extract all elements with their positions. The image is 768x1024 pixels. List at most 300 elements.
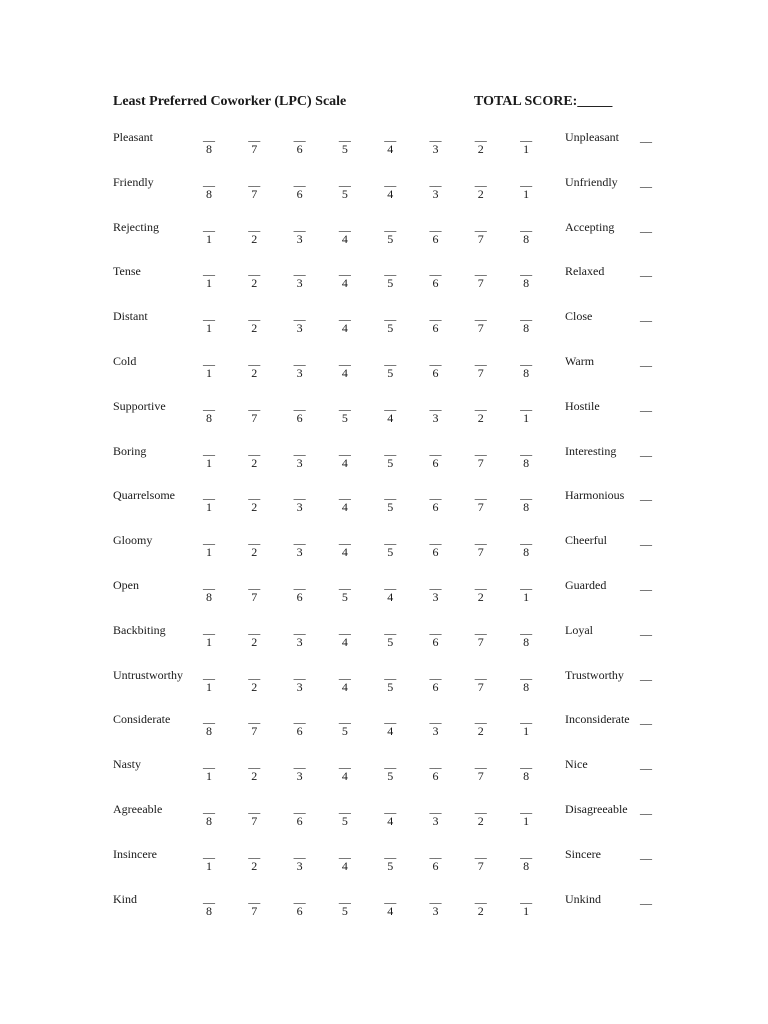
item-score-blank[interactable]: __: [640, 219, 652, 234]
rating-option[interactable]: [335, 712, 355, 738]
rating-option[interactable]: [471, 488, 491, 514]
rating-option[interactable]: [335, 668, 355, 694]
rating-blank: __: [384, 442, 397, 457]
rating-number: 3: [296, 769, 303, 784]
rating-option[interactable]: [471, 892, 491, 918]
rating-option[interactable]: [199, 488, 219, 514]
rating-option[interactable]: [244, 847, 264, 873]
item-score-blank[interactable]: __: [640, 578, 652, 592]
rating-option[interactable]: [244, 220, 264, 246]
rating-option[interactable]: [335, 488, 355, 514]
right-adjective: Cheerful: [565, 533, 607, 548]
rating-number: 7: [477, 231, 484, 246]
rating-option[interactable]: [426, 712, 446, 738]
rating-number: 1: [523, 724, 530, 739]
rating-blank: __: [338, 353, 351, 367]
scale-row: [0, 488, 768, 528]
rating-blank: __: [203, 532, 215, 547]
rating-option[interactable]: [199, 533, 219, 559]
right-adjective: Unfriendly: [565, 174, 618, 189]
rating-option[interactable]: [244, 623, 264, 649]
rating-option[interactable]: [335, 802, 355, 828]
rating-blank: __: [338, 487, 351, 502]
rating-blank: __: [520, 263, 533, 278]
rating-option[interactable]: [244, 264, 264, 290]
rating-blank: __: [474, 666, 487, 681]
rating-blank: __: [203, 756, 215, 771]
rating-option[interactable]: [335, 892, 355, 918]
rating-option[interactable]: [335, 175, 355, 201]
rating-option[interactable]: [290, 399, 310, 425]
item-score-blank[interactable]: __: [640, 533, 652, 548]
rating-number: 7: [477, 634, 484, 649]
rating-number: 2: [251, 276, 258, 291]
rating-number: 1: [206, 858, 212, 873]
rating-option[interactable]: [335, 444, 355, 470]
rating-blank: __: [520, 397, 533, 412]
right-adjective: Loyal: [565, 622, 593, 637]
rating-option[interactable]: [244, 130, 264, 156]
rating-blank: __: [293, 263, 306, 278]
rating-blank: __: [338, 173, 351, 188]
rating-blank: __: [429, 532, 442, 547]
rating-option[interactable]: [290, 264, 310, 290]
item-score-blank[interactable]: __: [640, 891, 652, 906]
rating-option[interactable]: [516, 220, 536, 246]
rating-option[interactable]: [199, 444, 219, 470]
rating-option[interactable]: [244, 175, 264, 201]
rating-option[interactable]: [471, 220, 491, 246]
rating-blank: __: [384, 890, 397, 905]
rating-option[interactable]: [335, 309, 355, 335]
rating-blank: __: [429, 129, 442, 143]
rating-blank: __: [248, 263, 261, 278]
rating-option[interactable]: [290, 757, 310, 783]
rating-blank: __: [474, 577, 487, 591]
left-adjective: Nasty: [113, 757, 141, 772]
rating-blank: __: [474, 801, 487, 815]
item-score-blank[interactable]: __: [640, 130, 652, 144]
rating-option[interactable]: [335, 578, 355, 604]
rating-option[interactable]: [290, 309, 310, 335]
rating-option[interactable]: [290, 668, 310, 694]
rating-blank: __: [520, 173, 533, 188]
rating-option[interactable]: [426, 444, 446, 470]
rating-blank: __: [203, 487, 215, 502]
rating-option[interactable]: [426, 175, 446, 201]
rating-number: 7: [477, 321, 484, 336]
rating-option[interactable]: [335, 399, 355, 425]
rating-blank: __: [338, 756, 351, 771]
rating-number: 4: [387, 410, 394, 425]
right-adjective: Inconsiderate: [565, 712, 630, 727]
rating-blank: __: [248, 129, 261, 143]
rating-option[interactable]: [471, 712, 491, 738]
rating-number: 1: [523, 814, 530, 828]
item-score-blank[interactable]: __: [640, 174, 652, 189]
rating-option[interactable]: [471, 309, 491, 335]
left-adjective: Distant: [113, 309, 148, 324]
rating-number: 6: [296, 410, 303, 425]
rating-option[interactable]: [290, 175, 310, 201]
left-adjective: Friendly: [113, 174, 154, 189]
rating-blank: __: [429, 890, 442, 905]
rating-option[interactable]: [426, 578, 446, 604]
rating-blank: __: [429, 801, 442, 815]
rating-number: 6: [296, 724, 303, 739]
rating-option[interactable]: [380, 399, 400, 425]
rating-blank: __: [520, 487, 533, 502]
rating-option[interactable]: [426, 533, 446, 559]
item-score-blank[interactable]: __: [640, 757, 652, 772]
rating-option[interactable]: [471, 623, 491, 649]
scale-row: [0, 220, 768, 260]
rating-option[interactable]: [516, 668, 536, 694]
rating-blank: __: [338, 845, 351, 860]
rating-option[interactable]: [244, 488, 264, 514]
rating-option[interactable]: [426, 264, 446, 290]
rating-number: 8: [206, 142, 212, 156]
rating-number: 6: [432, 366, 439, 380]
rating-option[interactable]: [471, 444, 491, 470]
left-adjective: Considerate: [113, 712, 171, 727]
rating-option[interactable]: [290, 847, 310, 873]
rating-option[interactable]: [426, 354, 446, 380]
rating-blank: __: [248, 711, 261, 726]
rating-blank: __: [520, 756, 533, 771]
rating-option[interactable]: [290, 488, 310, 514]
rating-number: 3: [296, 858, 303, 873]
item-score-blank[interactable]: __: [640, 622, 652, 637]
rating-option[interactable]: [290, 623, 310, 649]
rating-option[interactable]: [471, 354, 491, 380]
rating-number: 8: [523, 366, 530, 380]
rating-option[interactable]: [516, 578, 536, 604]
rating-option[interactable]: [516, 533, 536, 559]
item-score-blank[interactable]: __: [640, 846, 652, 861]
right-adjective: Sincere: [565, 846, 601, 861]
rating-blank: __: [248, 397, 261, 412]
rating-option[interactable]: [380, 175, 400, 201]
rating-option[interactable]: [199, 802, 219, 828]
item-score-blank[interactable]: __: [640, 443, 652, 458]
left-adjective: Tense: [113, 264, 141, 279]
rating-number: 7: [251, 142, 258, 156]
rating-number: 8: [523, 231, 530, 246]
rating-number: 6: [432, 858, 439, 873]
rating-option[interactable]: [199, 712, 219, 738]
rating-blank: __: [338, 308, 351, 323]
rating-option[interactable]: [516, 847, 536, 873]
rating-number: 6: [296, 590, 303, 604]
rating-option[interactable]: [244, 802, 264, 828]
rating-option[interactable]: [516, 354, 536, 380]
rating-option[interactable]: [199, 264, 219, 290]
rating-blank: __: [474, 711, 487, 726]
rating-option[interactable]: [426, 309, 446, 335]
rating-blank: __: [429, 218, 442, 233]
rating-option[interactable]: [290, 712, 310, 738]
rating-blank: __: [384, 218, 397, 233]
scale-row: [0, 623, 768, 663]
left-adjective: Open: [113, 578, 139, 592]
rating-blank: __: [520, 442, 533, 457]
rating-option[interactable]: [380, 623, 400, 649]
rating-blank: __: [429, 621, 442, 636]
rating-option[interactable]: [516, 712, 536, 738]
rating-option[interactable]: [244, 668, 264, 694]
rating-number: 2: [251, 500, 258, 515]
rating-blank: __: [338, 711, 351, 726]
rating-option[interactable]: [471, 264, 491, 290]
rating-blank: __: [474, 308, 487, 323]
rating-number: 2: [251, 769, 258, 784]
rating-option[interactable]: [199, 220, 219, 246]
rating-option[interactable]: [244, 309, 264, 335]
rating-option[interactable]: [516, 399, 536, 425]
rating-number: 2: [477, 590, 484, 604]
item-score-blank[interactable]: __: [640, 309, 652, 324]
rating-option[interactable]: [244, 444, 264, 470]
rating-number: 2: [251, 231, 258, 246]
rating-blank: __: [429, 487, 442, 502]
item-score-blank[interactable]: __: [640, 802, 652, 816]
rating-blank: __: [338, 577, 351, 591]
rating-option[interactable]: [335, 623, 355, 649]
rating-option[interactable]: [335, 264, 355, 290]
rating-option[interactable]: [426, 623, 446, 649]
rating-option[interactable]: [380, 220, 400, 246]
rating-option[interactable]: [471, 533, 491, 559]
rating-option[interactable]: [335, 220, 355, 246]
left-adjective: Insincere: [113, 846, 157, 861]
rating-blank: __: [293, 532, 306, 547]
rating-option[interactable]: [380, 847, 400, 873]
rating-option[interactable]: [335, 354, 355, 380]
rating-option[interactable]: [199, 623, 219, 649]
rating-option[interactable]: [426, 399, 446, 425]
rating-blank: __: [429, 353, 442, 367]
rating-number: 6: [432, 500, 439, 515]
rating-blank: __: [384, 397, 397, 412]
rating-number: 4: [341, 366, 348, 380]
rating-option[interactable]: [290, 578, 310, 604]
rating-option[interactable]: [516, 264, 536, 290]
rating-number: 5: [387, 276, 394, 291]
rating-option[interactable]: [380, 892, 400, 918]
rating-number: 4: [341, 231, 348, 246]
rating-option[interactable]: [516, 444, 536, 470]
rating-blank: __: [248, 890, 261, 905]
rating-blank: __: [429, 711, 442, 726]
left-adjective: Kind: [113, 891, 137, 906]
rating-option[interactable]: [199, 399, 219, 425]
rating-number: 7: [477, 500, 484, 515]
rating-number: 6: [432, 321, 439, 336]
rating-option[interactable]: [426, 802, 446, 828]
left-adjective: Untrustworthy: [113, 667, 183, 682]
rating-option[interactable]: [471, 668, 491, 694]
rating-option[interactable]: [426, 130, 446, 156]
rating-number: 6: [432, 455, 439, 470]
rating-blank: __: [384, 532, 397, 547]
rating-option[interactable]: [471, 757, 491, 783]
scale-row: [0, 892, 768, 932]
rating-option[interactable]: [199, 757, 219, 783]
rating-option[interactable]: [290, 892, 310, 918]
rating-option[interactable]: [290, 130, 310, 156]
rating-option[interactable]: [199, 668, 219, 694]
rating-option[interactable]: [335, 847, 355, 873]
rating-option[interactable]: [426, 220, 446, 246]
rating-number: 3: [296, 321, 303, 336]
rating-blank: __: [520, 890, 533, 905]
rating-blank: __: [293, 577, 306, 591]
rating-option[interactable]: [471, 802, 491, 828]
rating-option[interactable]: [516, 130, 536, 156]
item-score-blank[interactable]: __: [640, 354, 652, 368]
rating-option[interactable]: [199, 892, 219, 918]
rating-number: 8: [206, 724, 212, 739]
rating-option[interactable]: [335, 533, 355, 559]
rating-option[interactable]: [199, 354, 219, 380]
item-score-blank[interactable]: __: [640, 398, 652, 413]
rating-number: 4: [341, 679, 348, 694]
rating-option[interactable]: [516, 175, 536, 201]
rating-option[interactable]: [380, 264, 400, 290]
right-adjective: Close: [565, 309, 593, 324]
rating-blank: __: [474, 129, 487, 143]
rating-option[interactable]: [199, 578, 219, 604]
rating-option[interactable]: [244, 354, 264, 380]
rating-number: 4: [341, 321, 348, 336]
rating-number: 7: [251, 814, 258, 828]
rating-option[interactable]: [380, 668, 400, 694]
rating-number: 8: [523, 634, 530, 649]
rating-option[interactable]: [516, 802, 536, 828]
rating-option[interactable]: [290, 220, 310, 246]
rating-blank: __: [474, 218, 487, 233]
rating-number: 3: [432, 903, 439, 918]
rating-blank: __: [520, 845, 533, 860]
rating-blank: __: [248, 756, 261, 771]
scale-row: [0, 802, 768, 842]
rating-option[interactable]: [380, 488, 400, 514]
rating-option[interactable]: [290, 444, 310, 470]
rating-blank: __: [520, 666, 533, 681]
rating-option[interactable]: [426, 668, 446, 694]
rating-option[interactable]: [380, 578, 400, 604]
rating-option[interactable]: [380, 757, 400, 783]
rating-number: 7: [477, 858, 484, 873]
rating-option[interactable]: [516, 623, 536, 649]
rating-number: 2: [477, 903, 484, 918]
rating-number: 8: [206, 410, 212, 425]
rating-option[interactable]: [380, 533, 400, 559]
rating-blank: __: [520, 577, 533, 591]
rating-option[interactable]: [380, 712, 400, 738]
rating-option[interactable]: [244, 712, 264, 738]
rating-option[interactable]: [244, 533, 264, 559]
rating-option[interactable]: [290, 533, 310, 559]
rating-number: 1: [206, 679, 212, 694]
rating-option[interactable]: [290, 354, 310, 380]
rating-option[interactable]: [471, 578, 491, 604]
rating-option[interactable]: [516, 309, 536, 335]
rating-blank: __: [203, 801, 215, 815]
rating-option[interactable]: [426, 847, 446, 873]
rating-option[interactable]: [335, 757, 355, 783]
scale-row: [0, 130, 768, 170]
rating-blank: __: [338, 129, 351, 143]
rating-option[interactable]: [380, 130, 400, 156]
rating-option[interactable]: [335, 130, 355, 156]
rating-number: 3: [296, 231, 303, 246]
rating-number: 2: [251, 634, 258, 649]
rating-blank: __: [384, 263, 397, 278]
rating-blank: __: [293, 711, 306, 726]
rating-option[interactable]: [199, 309, 219, 335]
rating-option[interactable]: [426, 488, 446, 514]
rating-option[interactable]: [471, 847, 491, 873]
rating-option[interactable]: [471, 130, 491, 156]
item-score-blank[interactable]: __: [640, 667, 652, 682]
rating-number: 4: [341, 276, 348, 291]
rating-number: 7: [477, 679, 484, 694]
rating-option[interactable]: [380, 354, 400, 380]
rating-option[interactable]: [516, 892, 536, 918]
rating-number: 4: [341, 545, 348, 560]
rating-blank: __: [248, 173, 261, 188]
rating-number: 4: [387, 186, 394, 201]
rating-blank: __: [338, 218, 351, 233]
rating-blank: __: [429, 442, 442, 457]
rating-number: 1: [206, 500, 212, 515]
item-score-blank[interactable]: __: [640, 488, 652, 503]
rating-option[interactable]: [426, 892, 446, 918]
rating-option[interactable]: [516, 488, 536, 514]
rating-number: 6: [296, 903, 303, 918]
rating-number: 1: [206, 366, 212, 380]
rating-option[interactable]: [290, 802, 310, 828]
rating-option[interactable]: [199, 130, 219, 156]
rating-number: 5: [387, 500, 394, 515]
rating-number: 3: [296, 679, 303, 694]
rating-blank: __: [293, 218, 306, 233]
total-score-field[interactable]: TOTAL SCORE:_____: [474, 94, 613, 109]
rating-number: 8: [523, 500, 530, 515]
rating-option[interactable]: [516, 757, 536, 783]
rating-option[interactable]: [380, 802, 400, 828]
rating-option[interactable]: [199, 847, 219, 873]
scale-row: [0, 578, 768, 618]
rating-option[interactable]: [380, 444, 400, 470]
rating-option[interactable]: [244, 892, 264, 918]
rating-option[interactable]: [471, 175, 491, 201]
left-adjective: Gloomy: [113, 533, 153, 548]
item-score-blank[interactable]: __: [640, 264, 652, 279]
rating-option[interactable]: [380, 309, 400, 335]
rating-blank: __: [248, 308, 261, 323]
item-score-blank[interactable]: __: [640, 712, 652, 727]
rating-option[interactable]: [244, 399, 264, 425]
rating-option[interactable]: [244, 578, 264, 604]
rating-option[interactable]: [471, 399, 491, 425]
rating-blank: __: [338, 532, 351, 547]
rating-option[interactable]: [426, 757, 446, 783]
rating-option[interactable]: [199, 175, 219, 201]
rating-option[interactable]: [244, 757, 264, 783]
